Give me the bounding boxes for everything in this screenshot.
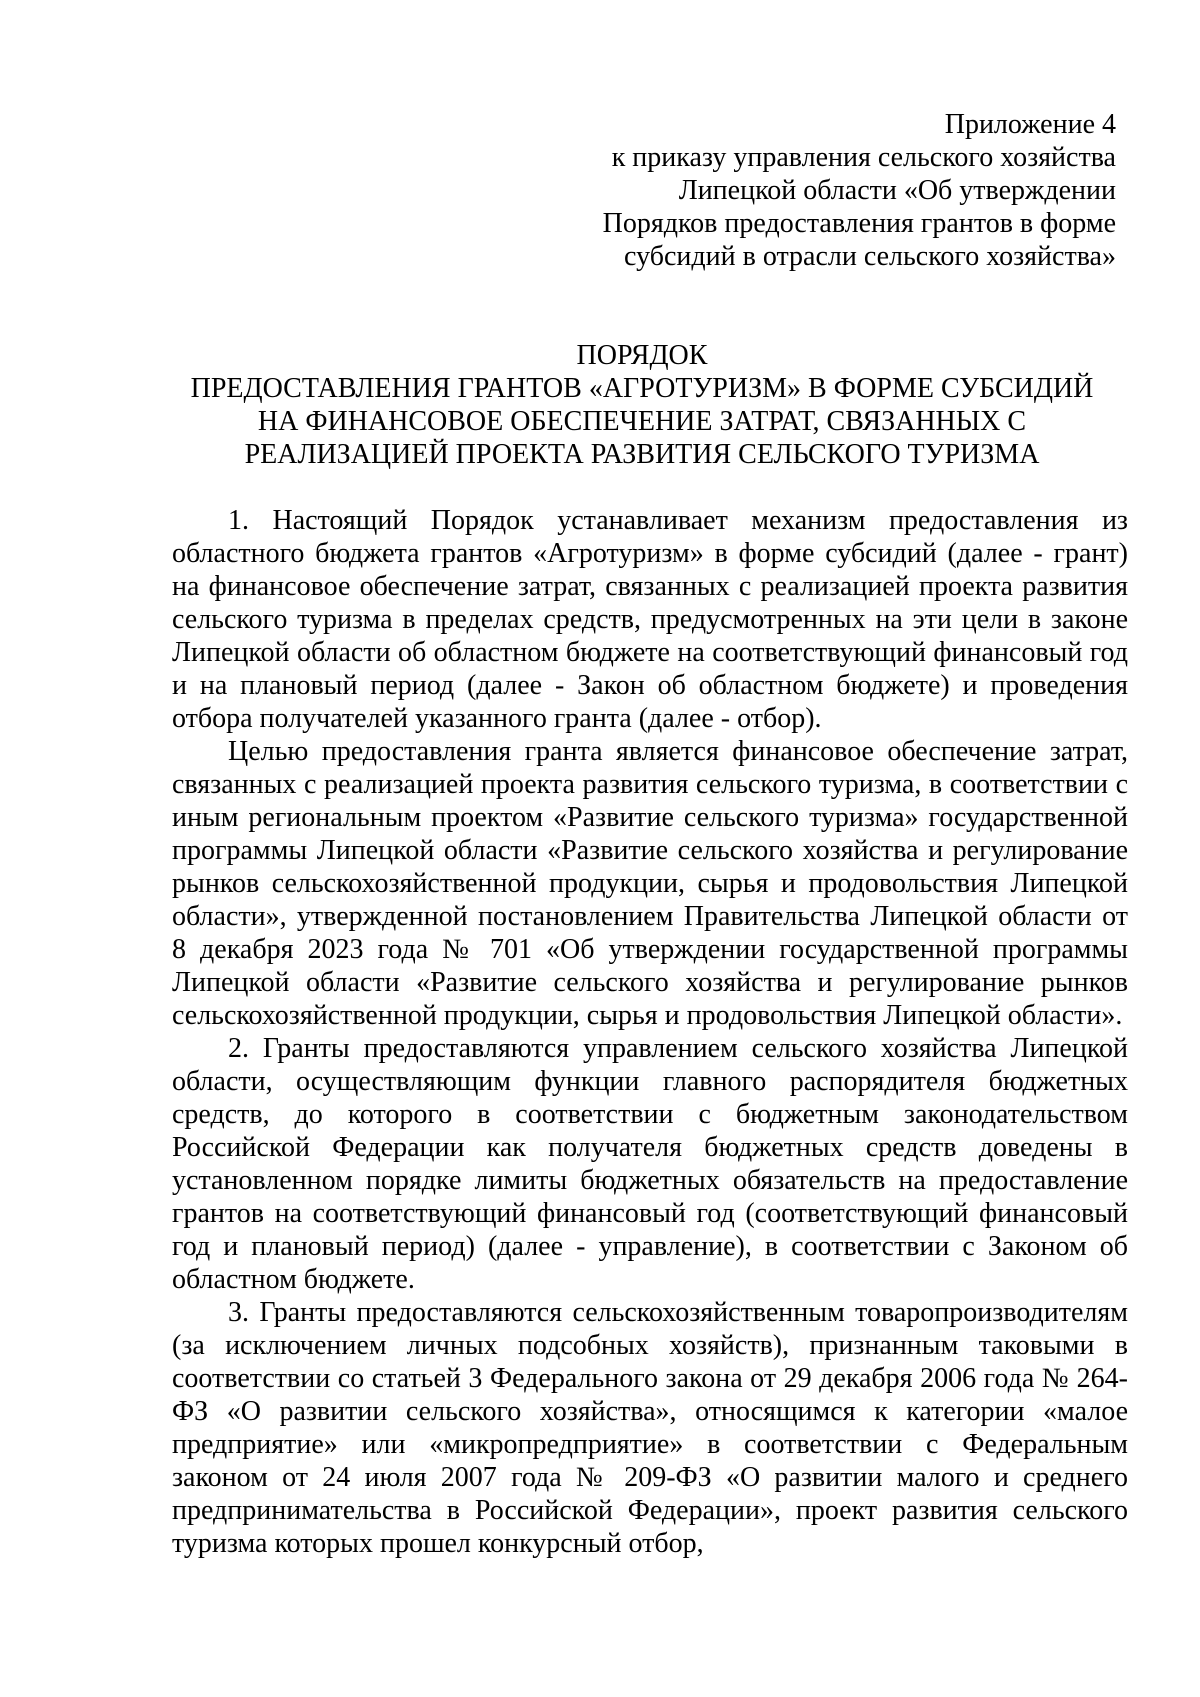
- annex-line: Липецкой области «Об утверждении: [678, 175, 1116, 206]
- annex-header: [603, 108, 1116, 273]
- title-line: РЕАЛИЗАЦИЕЙ ПРОЕКТА РАЗВИТИЯ СЕЛЬСКОГО ТУРИЗМА: [244, 439, 1040, 470]
- paragraph-purpose: Целью предоставления гранта является финансовое обеспечение затрат, связанных с реализацией проекта развития сельского туризма, в соответствии с иным региональным проектом «Развитие сельского туризма» государственной программы Липецкой области «Развитие сельского хозяйства и регулирование рынков сельскохозяйственной продукции, сырья и продовольствия Липецкой области», утвержденной постановлением Правительства Липецкой области от 8 декабря 2023 года № 701 «Об утверждении государственной программы Липецкой области «Развитие сельского хозяйства и регулирование рынков сельскохозяйственной продукции, сырья и продовольствия Липецкой области».: [172, 736, 1128, 1031]
- annex-line: к приказу управления сельского хозяйства: [611, 142, 1116, 173]
- title-line: ПОРЯДОК: [576, 340, 708, 371]
- title-line: ПРЕДОСТАВЛЕНИЯ ГРАНТОВ «АГРОТУРИЗМ» В ФОРМЕ СУБСИДИЙ: [190, 373, 1094, 404]
- paragraph-3: 3. Гранты предоставляются сельскохозяйственным товаропроизводителям (за исключением личных подсобных хозяйств), признанным таковыми в соответствии со статьей 3 Федерального закона от 29 декабря 2006 года № 264-ФЗ «О развитии сельского хозяйства», относящимся к категории «малое предприятие» или «микропредприятие» в соответствии с Федеральным законом от 24 июля 2007 года № 209-ФЗ «О развитии малого и среднего предпринимательства в Российской Федерации», проект развития сельского туризма которых прошел конкурсный отбор,: [172, 1297, 1128, 1559]
- paragraph-1: 1. Настоящий Порядок устанавливает механизм предоставления из областного бюджета грантов «Агротуризм» в форме субсидий (далее - грант) на финансовое обеспечение затрат, связанных с реализацией проекта развития сельского туризма в пределах средств, предусмотренных на эти цели в законе Липецкой области об областном бюджете на соответствующий финансовый год и на плановый период (далее - Закон об областном бюджете) и проведения отбора получателей указанного гранта (далее - отбор).: [172, 505, 1128, 734]
- title-line: НА ФИНАНСОВОЕ ОБЕСПЕЧЕНИЕ ЗАТРАТ, СВЯЗАННЫХ С: [257, 406, 1027, 437]
- document-body: [172, 504, 1128, 1560]
- document-title: [160, 339, 1124, 471]
- paragraph-2: 2. Гранты предоставляются управлением сельского хозяйства Липецкой области, осуществляющим функции главного распорядителя бюджетных средств, до которого в соответствии с бюджетным законодательством Российской Федерации как получателя бюджетных средств доведены в установленном порядке лимиты бюджетных обязательств на предоставление грантов на соответствующий финансовый год (соответствующий финансовый год и плановый период) (далее - управление), в соответствии с Законом об областном бюджете.: [172, 1033, 1128, 1295]
- annex-line: Порядков предоставления грантов в форме: [602, 208, 1116, 239]
- annex-line: субсидий в отрасли сельского хозяйства»: [624, 241, 1116, 272]
- annex-line: Приложение 4: [944, 109, 1116, 140]
